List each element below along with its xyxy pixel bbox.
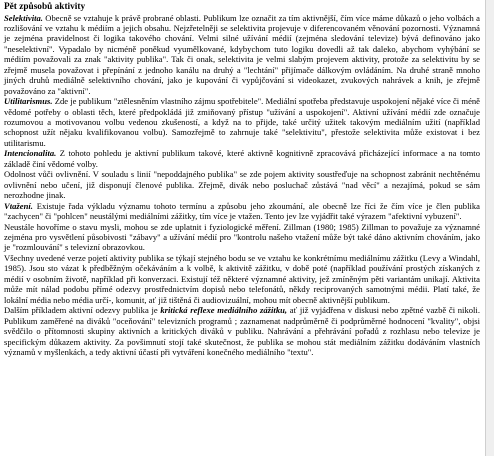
paragraph-lead: Intencionalita. <box>4 148 57 159</box>
paragraph-text: Všechny uvedené verze pojetí aktivity publika se týkají stejného bodu se ve vztahu ke konkrétnímu mediálnímu zážitku (Levy a Windahl, 1985). Jsou sto vázat k předběžným očekáváním a k volbě, k aktivitě zážitku, v době poté (například používání prostých získaných z médií v osobním životě, například při konverzaci. Existují též některé významné aktivity, jež zmíněným pěti variantám unikají. Aktivita může mít nálad podobu přímé odezvy prostřednictvím dopisů nebo telefonátů, někdy reciprovaných samotnými médii. Platí také, že lokální média nebo média určí-, komunit, ať již tištěná či audiovizuální, mohou mít obecně aktivnější publikum. <box>4 252 480 305</box>
paragraph-lead: Selektivita. <box>4 12 43 23</box>
paragraph-intentionality <box>4 148 480 169</box>
paragraph-utilitarianism <box>4 96 480 148</box>
paragraph-critical-reflection <box>4 305 480 357</box>
paragraph-text-tail: ať již vyjádřena v diskusi nebo zpětné vazbě či nikoli. Publikum zaměřené na diváků "oceňování" televizních programů ; zaznamenat nadprůměrně či podprůměrné hodnocení "kvality", objsi svědčilo o přítomnosti skupiny aktivních a kritických diváků v publiku. Nahrávání a přehrávání pořadů z rozhlasu nebo televize je specifickým důkazem aktivity. Za povšimnutí stojí také skutečnost, že publika se mohou stát mediálním zážitku dodáváním vlastních významů v myšlenkách, a tedy aktivní účastí při vytváření konečného mediálního "textu". <box>4 305 480 357</box>
document-title: Pět způsobů aktivity <box>4 2 86 12</box>
paragraph-lead: Utilitarismus. <box>4 96 53 107</box>
paragraph-text: Odolnost vůči ovlivnění. V souladu s linií "nepoddajného publika" se zde pojem aktivity soustřeďuje na schopnost zabránit nechtěnému ovlivnění nebo učení, již disponují členové publika. Zřejmě, divák nebo posluchač zůstává "nad věcí" a nezajímá, pokud se sám nerozhodne jinak. <box>4 169 480 201</box>
emphasis-text: kritická reflexe mediálního zážitku, <box>160 305 288 316</box>
paragraph-involvement <box>4 201 480 222</box>
paragraph-lead: Vtažení. <box>4 200 33 211</box>
paragraph-text: Z tohoto pohledu je aktivní publikum takové, které aktivně kognitivně zpracovává přicházející informace a na tomto základě činí vědomé volby. <box>4 148 480 169</box>
paragraph-text: Neustále hovoříme o stavu mysli, mohou se zde uplatnit i fyziologické měření. Zillman (1980; 1985) Zillman to považuje za významné zejména pro vysvětlení působivosti "zábavy" a užívání médií pro "kontrolu našeho vtažení může být také dáno aktivním chováním, jako je "rozmlouvání" s televizní obrazovkou. <box>4 221 480 253</box>
paragraph-resistance <box>4 169 480 200</box>
paragraph-text: Zde je publikum "ztělesněním vlastního zájmu spotřebitele". Mediální spotřeba představuje uspokojení nějaké více či méně vědomé potřeby o oblasti těch, které předpokládá již zmiňovaný přístup "užívání a uspokojení". Aktivní užívání médií zde označuje rozumovou a motivovanou volbu vedenou zkušeností, a když na to přijde, také určitý užitek takovým mediálním užití (například schopnost užít nějaku kvalifikovanou volbu). Samozřejmě to zahrnuje také "selektivitu", přestože selektivita může existovat i bez utilitarismu. <box>4 96 480 148</box>
paragraph-selectivity <box>4 13 480 97</box>
paragraph-text: Dalším příkladem aktivní odezvy publika je <box>4 305 161 316</box>
paragraph-text: Obecně se vztahuje k právě probrané oblasti. Publikum lze označit za tím aktivnější, čím více máme důkazů o jeho volbách a rozlišování ve vztahu k médiím a jejich obsahu. Nejzřetelněji se selektivita projevuje v diferencovaném věnování pozornosti. Významná je zejména pravidelnost či logika takového chování. Velmi silné užívání médií (zejména sledování televize) bývá definováno jako "neselektivní". Vypadalo by nicméně poněkud vyumělkované, kdybychom tuto logiku dovedli až tak daleko, abychom vyhýbání se médiím považovali za znak "aktivity publika". Tak či onak, selektivita je velmi slabým projevem aktivity, protože za selektivitu by se zřejmě musela považovat i přepínání z jednoho kanálu na druhý a "lechtání" přijímače dálkovým ovládáním. Na druhé straně mnoho jiných druhů mediálně selektivního chování, jako je kupování či vypůjčování si videokazet, zvukových nahrávek a knih, je zřejmě považováno za "aktivní". <box>4 12 480 96</box>
paragraph-state-of-mind <box>4 222 480 253</box>
paragraph-all-versions <box>4 253 480 305</box>
paragraph-text: Existuje řada výkladu významu tohoto termínu a způsobu jeho zkoumání, ale obecně lze říci že čím více je člen publika "zachycen" či "pohlcen" neustálými mediálními zážitky, tím více je vtažen. Tento jev lze vyjádřit také výrazem "afektivní vybuzení". <box>4 200 480 222</box>
vertical-scrollbar[interactable] <box>485 0 494 456</box>
